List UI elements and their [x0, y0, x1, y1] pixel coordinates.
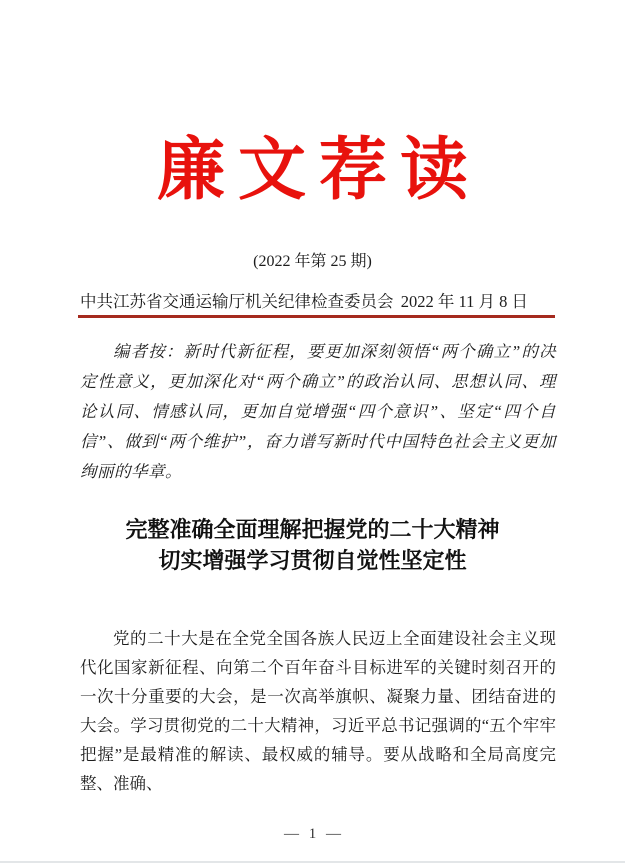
issuing-organization: 中共江苏省交通运输厅机关纪律检查委员会: [80, 292, 394, 311]
header-issuer-row: [80, 290, 556, 314]
editor-note-paragraph: 编者按：新时代新征程，要更加深刻领悟“两个确立”的决定性意义，更加深化对“两个确立”的政治认同、思想认同、理论认同、情感认同，更加自觉增强“四个意识”、坚定“四个自信”、做到“两个维护”，奋力谱写新时代中国特色社会主义更加绚丽的华章。: [80, 342, 556, 481]
issue-date: 2022 年 11 月 8 日: [400, 292, 528, 311]
page-number: — 1 —: [284, 826, 341, 842]
article-body-paragraph: 党的二十大是在全党全国各族人民迈上全面建设社会主义现代化国家新征程、向第二个百年奋斗目标进军的关键时刻召开的一次十分重要的大会，是一次高举旗帜、凝聚力量、团结奋进的大会。学习贯彻党的二十大精神，习近平总书记强调的“五个牢牢把握”是最精准的解读、最权威的辅导。要从战略和全局高度完整、准确、: [80, 629, 556, 793]
article-title: [0, 514, 625, 576]
article-title-line2: 切实增强学习贯彻自觉性坚定性: [158, 548, 467, 573]
article-title-line1: 完整准确全面理解把握党的二十大精神: [125, 517, 500, 542]
header-divider-rule: [78, 315, 555, 318]
issue-number: (2022 年第 25 期): [253, 253, 372, 270]
masthead-title: 廉 文 荐 读: [156, 132, 468, 208]
